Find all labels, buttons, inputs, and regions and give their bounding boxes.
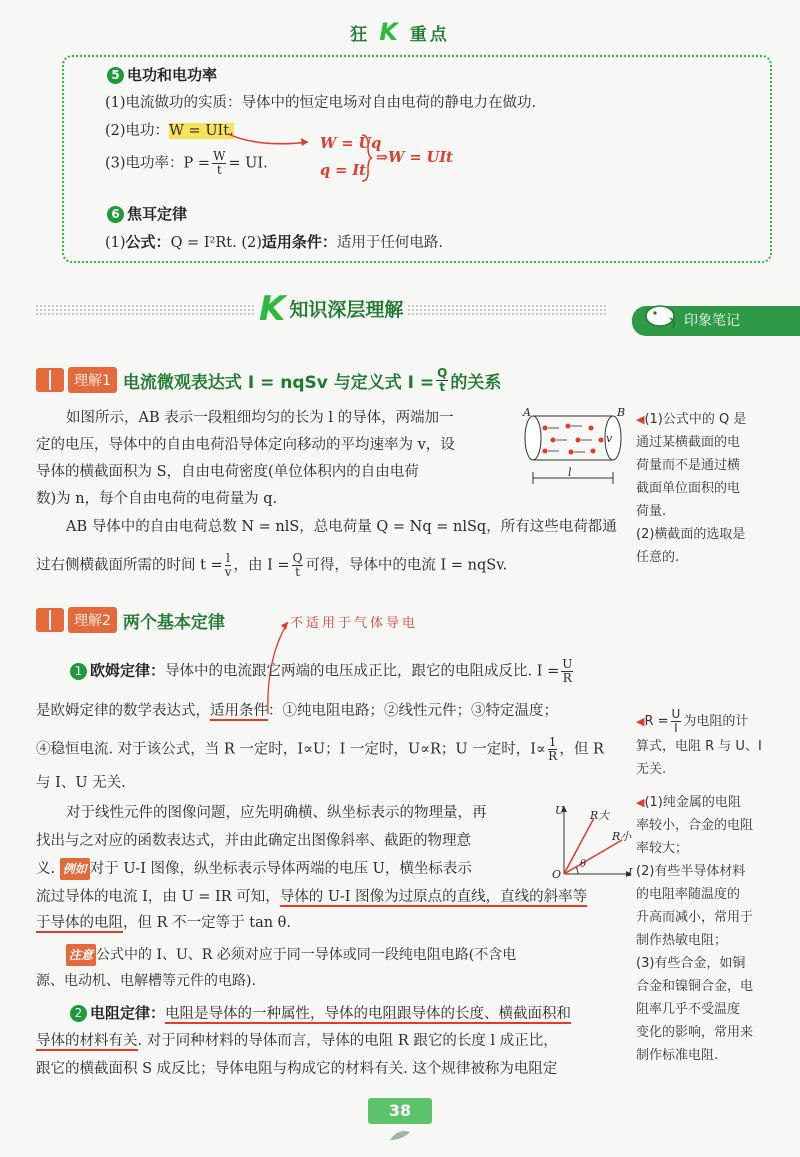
box-line-4: (1)公式：Q = I²Rt. (2)适用条件：适用于任何电路.: [105, 233, 443, 251]
graph-line-4: 流过导体的电流 I，由 U = IR 可知，导体的 U-I 图像为过原点的直线，直线的斜率等: [36, 889, 588, 905]
side-note-2: ◀R = $\frac{U}{I}$ 为电阻的计 算式，电阻 R 与 U、I 无关.: [636, 707, 762, 777]
caution-line-1: 注意 公式中的 I、U、R 必须对应于同一导体或同一段纯电阻电路(不含电: [66, 944, 516, 966]
page-header: [0, 18, 800, 46]
graph-line-3: 义. 例如 对于 U-I 图像，纵坐标表示导体两端的电压 U，横坐标表示: [36, 858, 472, 880]
red-eq-2: q = It: [320, 162, 366, 179]
highlighted-formula: W = UIt.: [169, 123, 234, 139]
header-k-logo: K: [379, 18, 401, 46]
number-badge: 2: [70, 1005, 87, 1022]
box-line-1: (1)电流做功的实质：导体中的恒定电场对自由电荷的静电力在做功.: [105, 95, 537, 111]
ohm-line-3: ④稳恒电流. 对于该公式，当 R 一定时，I∝U；I 一定时，U∝R；U 一定时，I∝ $\frac{1}{R}$ ，但 R: [36, 735, 604, 763]
number-badge: 6: [107, 206, 124, 223]
ohm-line-4: 与 I、U 无关.: [36, 775, 126, 791]
graph-axis-i: I: [628, 866, 633, 879]
header-text-right: 重点: [409, 25, 450, 45]
red-eq-3: ⇒W = UIt: [376, 149, 453, 166]
caution-line-2: 源、电动机、电解槽等元件的电路).: [36, 973, 256, 989]
page-number: 38: [368, 1098, 432, 1124]
box-line-3: (3)电功率：P = $\frac{W}{t}$ = UI.: [105, 149, 268, 177]
paragraph-3: 过右侧横截面所需的时间 t = $\frac{l}{v}$ ，由 I = $\frac{Q}{t}$ 可得，导体中的电流 I = nqSv.: [36, 551, 508, 579]
figure-label-l: l: [568, 466, 572, 479]
leaf-icon: [388, 1128, 412, 1142]
number-badge: 1: [70, 663, 87, 680]
book-icon: [36, 368, 64, 392]
section-title: K知识深层理解: [255, 289, 407, 329]
graph-line-1: 对于线性元件的图像问题，应先明确横、纵坐标表示的物理量，再: [66, 805, 487, 821]
graph-line-5: 于导体的电阻，但 R 不一定等于 tan θ.: [36, 915, 292, 931]
handwritten-note: 不适用于气体导电: [290, 616, 419, 631]
box-line-2: (2)电功：W = UIt.: [105, 123, 234, 139]
paragraph-1: 如图所示，AB 表示一段粗细均匀的长为 l 的导体，两端加一 定的电压，导体中的自由电荷沿导体定向移动的平均速率为 v，设 导体的横截面积为 S，自由电荷密度(单位体积内的自由电荷 数)为 n，每个自由电荷的电荷量为 q.: [36, 410, 455, 507]
book-icon: [36, 608, 64, 632]
conductor-figure: [513, 408, 633, 490]
section-heading-1: 理解1 电流微观表达式 I = nqSv 与定义式 I = $\frac{Q}{t}$ 的关系: [36, 366, 501, 394]
resistance-line-2: 导体的材料有关. 对于同种材料的导体而言，导体的电阻 R 跟它的长度 l 成正比，: [36, 1033, 558, 1049]
paragraph-2: AB 导体中的自由电荷总数 N = nlS，总电荷量 Q = Nq = nlSq，所有这些电荷都通: [66, 519, 617, 535]
figure-label-b: B: [617, 406, 626, 419]
graph-theta: θ: [580, 859, 587, 870]
caution-tag: 注意: [66, 944, 96, 966]
figure-label-v: v: [606, 432, 613, 445]
k-logo: K: [259, 289, 286, 329]
number-badge: 5: [107, 67, 124, 84]
resistance-line-1: 2 电阻定律：电阻是导体的一种属性，导体的电阻跟导体的长度、横截面积和: [70, 1002, 571, 1025]
side-note-1: ◀(1)公式中的 Q 是 通过某横截面的电 荷量而不是通过横 截面单位面积的电 荷量. (2)横截面的选取是 任意的.: [636, 412, 747, 565]
red-brace-icon: [360, 133, 374, 183]
heading-5: 5 电功和电功率: [107, 64, 217, 86]
red-eq-1: W = Uq: [320, 135, 382, 152]
ohm-line-2: 是欧姆定律的数学表达式，适用条件：①纯电阻电路；②线性元件；③特定温度；: [36, 703, 558, 719]
ohm-line-1: 1 欧姆定律：导体中的电流跟它两端的电压成正比，跟它的电阻成反比. I = $\frac{U}{R}$: [70, 658, 575, 685]
graph-r-small: R小: [612, 830, 632, 843]
resistance-line-3: 跟它的横截面积 S 成反比；导体电阻与构成它的材料有关. 这个规律被称为电阻定: [36, 1061, 558, 1077]
elephant-icon: [640, 298, 680, 330]
note-tab: 印象笔记: [632, 306, 800, 336]
side-note-3: ◀(1)纯金属的电阻 率较小，合金的电阻 率较大； (2)有些半导体材料 的电阻率随温度的 升高而减小，常用于 制作热敏电阻； (3)有些合金，如铜 合金和镍铜合金，电 阻率几乎不受温度 变化的影响，常用来 制作标准电阻.: [636, 795, 754, 1063]
figure-label-a: A: [523, 406, 531, 419]
graph-origin: O: [552, 868, 562, 881]
section-heading-2: 理解2 两个基本定律: [36, 606, 225, 634]
graph-axis-u: U: [555, 804, 565, 817]
heading-6: 6 焦耳定律: [107, 203, 187, 225]
graph-line-2: 找出与之对应的函数表达式，并由此确定出图像斜率、截距的物理意: [36, 833, 471, 849]
example-tag: 例如: [60, 858, 90, 880]
header-text-left: 狂: [350, 25, 371, 45]
graph-r-big: R大: [590, 809, 610, 822]
